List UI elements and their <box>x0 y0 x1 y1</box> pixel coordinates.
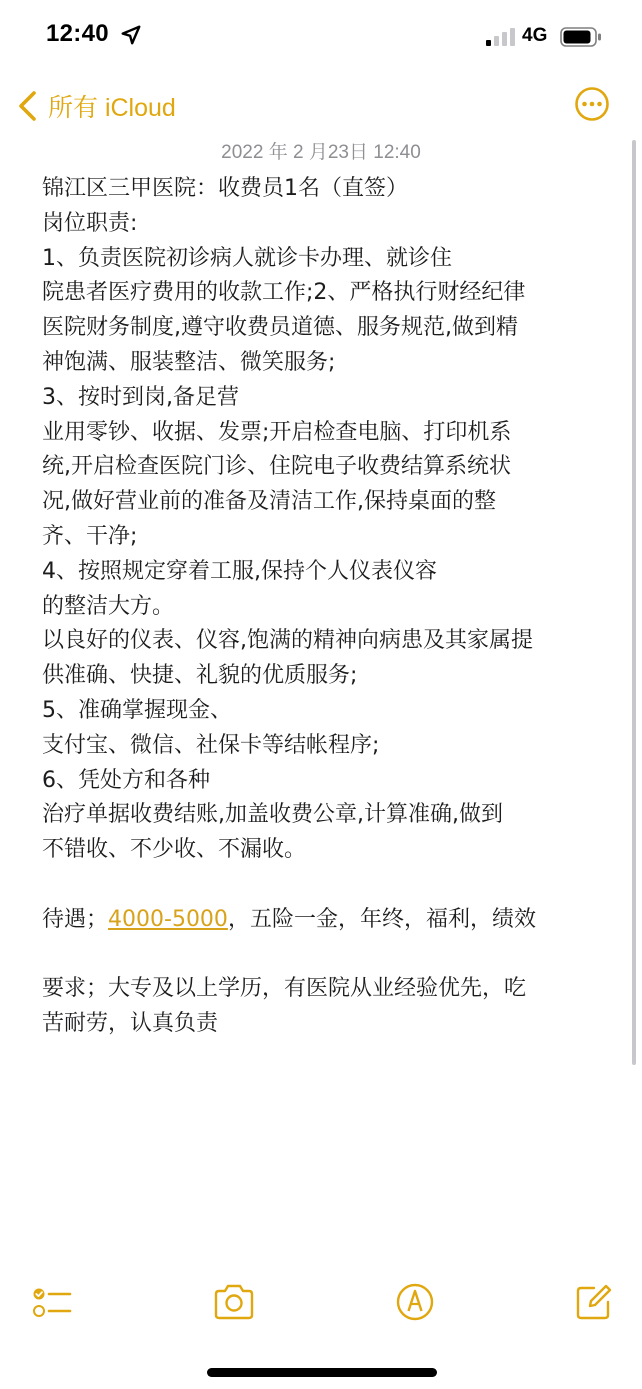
note-line: 不错收、不少收、不漏收。 <box>42 837 307 863</box>
note-line: 业用零钞、收据、发票;开启检查电脑、打印机系 <box>42 419 512 445</box>
scroll-indicator[interactable] <box>632 140 636 1065</box>
blank-line <box>42 938 602 973</box>
note-line: 以良好的仪表、仪容,饱满的精神向病患及其家属提 <box>42 628 533 654</box>
location-arrow-icon <box>120 24 142 46</box>
note-line: 院患者医疗费用的收款工作;2、严格执行财经纪律 <box>42 280 526 306</box>
note-line: 1、负责医院初诊病人就诊卡办理、就诊住 <box>42 245 452 271</box>
blank-line <box>42 868 602 903</box>
back-button[interactable] <box>16 84 176 128</box>
back-label: 所有 iCloud <box>48 94 176 122</box>
note-line: 5、准确掌握现金、 <box>42 697 232 723</box>
ellipsis-circle-icon[interactable] <box>574 86 610 122</box>
note-line: 治疗单据收费结账,加盖收费公章,计算准确,做到 <box>42 802 503 828</box>
navigation-bar <box>0 78 642 134</box>
cellular-signal-icon <box>486 28 516 46</box>
markup-pen-icon[interactable] <box>393 1280 437 1324</box>
note-line: 4、按照规定穿着工服,保持个人仪表仪容 <box>42 558 437 584</box>
status-bar <box>0 0 642 70</box>
network-type: 4G <box>522 25 548 46</box>
note-line: 况,做好营业前的准备及清洁工作,保持桌面的整 <box>42 489 496 515</box>
note-line: 锦江区三甲医院：收费员1名（直签） <box>42 176 408 201</box>
note-line: 供准确、快捷、礼貌的优质服务; <box>42 663 358 689</box>
salary-suffix: ，五险一金，年终，福利，绩效 <box>227 906 536 932</box>
requirement-line: 要求；大专及以上学历，有医院从业经验优先，吃 <box>42 976 527 1002</box>
chevron-left-icon <box>16 90 40 122</box>
note-line: 6、凭处方和各种 <box>42 767 210 793</box>
note-line: 齐、干净; <box>42 523 138 549</box>
note-line: 岗位职责: <box>42 210 138 236</box>
bottom-toolbar <box>0 1280 642 1330</box>
camera-icon[interactable] <box>212 1280 256 1324</box>
salary-prefix: 待遇； <box>42 906 109 932</box>
salary-link[interactable]: 4000-5000 <box>108 906 228 932</box>
note-line: 3、按时到岗,备足营 <box>42 384 239 410</box>
home-indicator[interactable] <box>207 1368 437 1377</box>
battery-icon <box>560 27 602 47</box>
requirement-line: 苦耐劳，认真负责 <box>42 1011 219 1037</box>
note-line: 医院财务制度,遵守收费员道德、服务规范,做到精 <box>42 315 518 341</box>
note-date: 2022 年 2 月23日 12:40 <box>221 142 421 163</box>
note-body[interactable] <box>42 172 602 1042</box>
note-line: 支付宝、微信、社保卡等结帐程序; <box>42 732 380 758</box>
checklist-icon[interactable] <box>30 1280 74 1324</box>
compose-icon[interactable] <box>572 1280 616 1324</box>
status-time: 12:40 <box>46 20 109 47</box>
note-line: 的整洁大方。 <box>42 593 175 619</box>
note-line: 神饱满、服装整洁、微笑服务; <box>42 349 336 375</box>
salary-line <box>42 903 602 938</box>
note-line: 统,开启检查医院门诊、住院电子收费结算系统状 <box>42 454 511 480</box>
